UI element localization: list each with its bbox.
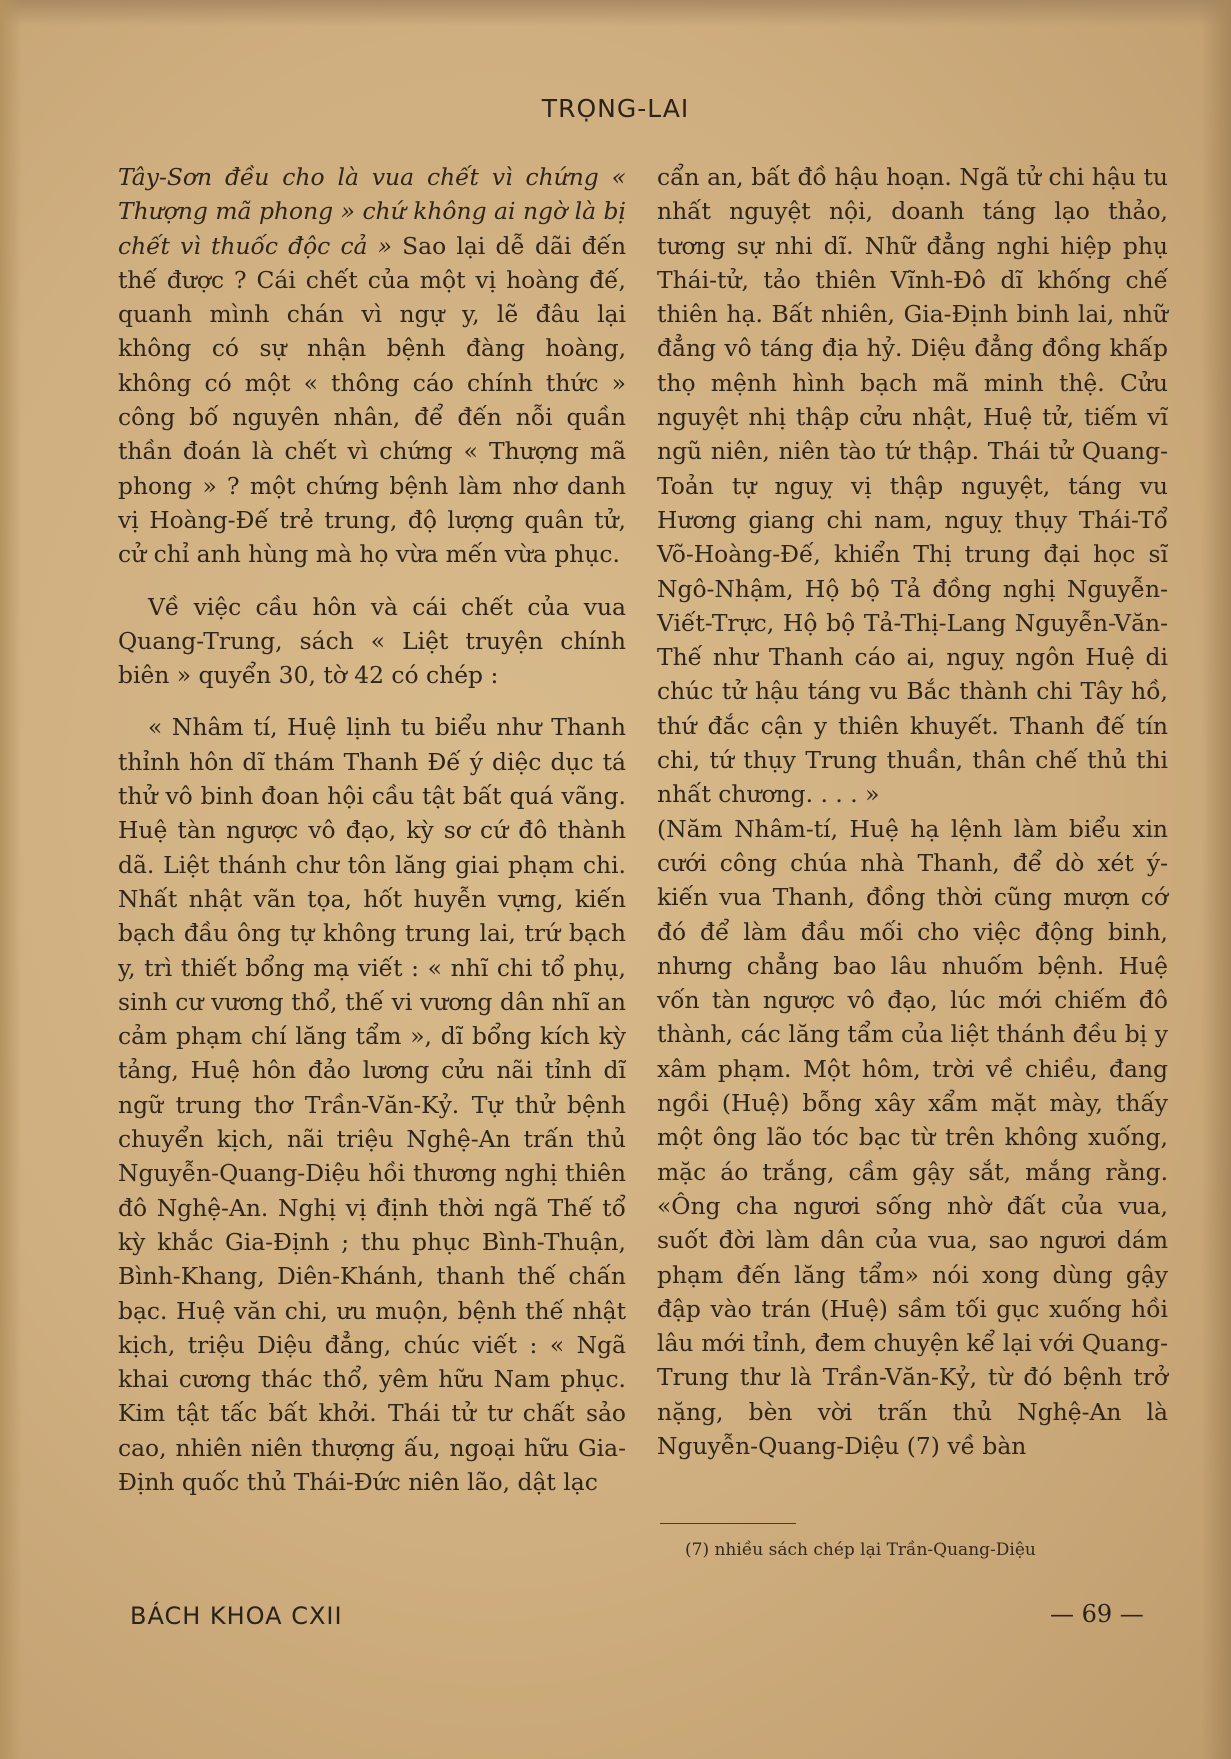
left-paragraph-1: [118, 160, 626, 572]
paper-edge-left: [0, 0, 22, 1759]
right-column: [657, 160, 1168, 1580]
left-quote-paragraph: « Nhâm tí, Huệ lịnh tu biểu như Thanh thỉnh hôn dĩ thám Thanh Đế ý diệc dục tá thử vô binh đoan hội cầu tật bất quá vãng. Huệ tàn ngược vô đạo, kỳ sơ cứ đô thành dã. Liệt thánh chư tôn lăng giai phạm chi. Nhất nhật vãn tọa, hốt huyễn vựng, kiến bạch đầu ông tự không trung lai, trứ bạch y, trì thiết bổng mạ viết : « nhĩ chi tổ phụ, sinh cư vương thổ, thế vi vương dân nhĩ an cảm phạm chí lăng tẩm », dĩ bổng kích kỳ tảng, Huệ hôn đảo lương cửu nãi tỉnh dĩ ngữ trung thơ Trần-Văn-Kỷ. Tự thử bệnh chuyển kịch, nãi triệu Nghệ-An trấn thủ Nguyễn-Quang-Diệu hồi thương nghị thiên đô Nghệ-An. Nghị vị định thời ngã Thế tổ kỳ khắc Gia-Định ; thu phục Bình-Thuận, Bình-Khang, Diên-Khánh, thanh thế chấn bạc. Huệ văn chi, ưu muộn, bệnh thế nhật kịch, triệu Diệu đẳng, chúc viết : « Ngã khai cương thác thổ, yêm hữu Nam phục. Kim tật tấc bất khởi. Thái tử tư chất sảo cao, nhiên niên thượng ấu, ngoại hữu Gia-Định quốc thủ Thái-Đức niên lão, dật lạc: [118, 713, 626, 1496]
left-paragraph-1-italic: Tây-Sơn đều cho là vua chết vì chứng « Thượng mã phong » chứ không ai ngờ là bị chết vì thuốc độc cả »: [118, 163, 626, 260]
left-paragraph-1-text: Sao lại dễ dãi đến thế được ? Cái chết của một vị hoàng đế, quanh mình chán vì ngự y, lẽ đâu lại không có sự nhận bệnh đàng hoàng, không có một « thông cáo chính thức » công bố nguyên nhân, để đến nỗi quần thần đoán là chết vì chứng « Thượng mã phong » ? một chứng bệnh làm nhơ danh vị Hoàng-Đế trẻ trung, độ lượng quân tử, cử chỉ anh hùng mà họ vừa mến vừa phục.: [118, 231, 627, 569]
paper-edge-top: [0, 0, 1231, 26]
footnote-divider: [660, 1523, 796, 1524]
footnote: (7) nhiều sách chép lại Trần-Quang-Diệu: [685, 1540, 1036, 1560]
left-paragraph-2: Về việc cầu hôn và cái chết của vua Quang-Trung, sách « Liệt truyện chính biên » quyển 30, tờ 42 có chép :: [118, 592, 626, 690]
right-paragraph-1: cẩn an, bất đồ hậu hoạn. Ngã tử chi hậu tu nhất nguyệt nội, doanh táng lạo thảo, tương sự nhi dĩ. Nhữ đẳng nghi hiệp phụ Thái-tử, tảo thiên Vĩnh-Đô dĩ khống chế thiên hạ. Bất nhiên, Gia-Định binh lai, nhữ đẳng vô táng địa hỷ. Diệu đẳng đồng khấp thọ mệnh hình bạch mã minh thệ. Cửu nguyệt nhị thập cửu nhật, Huệ tử, tiếm vĩ ngũ niên, niên tào tứ thập. Thái tử Quang-Toản tự nguỵ vị thập nguyệt, táng vu Hương giang chi nam, nguỵ thụy Thái-Tổ Võ-Hoàng-Đế, khiển Thị trung đại học sĩ Ngô-Nhậm, Hộ bộ Tả đồng nghị Nguyễn-Viết-Trực, Hộ bộ Tả-Thị-Lang Nguyễn-Văn-Thế như Thanh cáo ai, nguỵ ngôn Huệ di chúc tử hậu táng vu Bắc thành chi Tây hồ, thứ đắc cận y thiên khuyết. Thanh đế tín chi, tứ thụy Trung thuần, thân chế thủ thi nhất chương. . . . »: [657, 163, 1168, 809]
paper-edge-right: [1201, 0, 1231, 1759]
journal-footer: BÁCH KHOA CXII: [130, 1602, 343, 1630]
running-title: TRỌNG-LAI: [541, 94, 690, 123]
left-column: [118, 160, 626, 1580]
page-number: — 69 —: [1050, 1600, 1144, 1628]
right-paragraph-2: (Năm Nhâm-tí, Huệ hạ lệnh làm biểu xin cưới công chúa nhà Thanh, để dò xét ý-kiến vua Thanh, đồng thời cũng mượn cớ đó để làm đầu mối cho việc động binh, nhưng chẳng bao lâu nhuốm bệnh. Huệ vốn tàn ngược vô đạo, lúc mới chiếm đô thành, các lăng tẩm của liệt thánh đều bị y xâm phạm. Một hôm, trời về chiều, đang ngồi (Huệ) bỗng xây xẩm mặt mày, thấy một ông lão tóc bạc từ trên không xuống, mặc áo trắng, cầm gậy sắt, mắng rằng. «Ông cha ngươi sống nhờ đất của vua, suốt đời làm dân của vua, sao ngươi dám phạm đến lăng tẩm» nói xong dùng gậy đập vào trán (Huệ) sầm tối gục xuống hồi lâu mới tỉnh, đem chuyện kể lại với Quang-Trung thư là Trần-Văn-Kỷ, từ đó bệnh trở nặng, bèn vời trấn thủ Nghệ-An là Nguyễn-Quang-Diệu (7) về bàn: [657, 814, 1168, 1460]
